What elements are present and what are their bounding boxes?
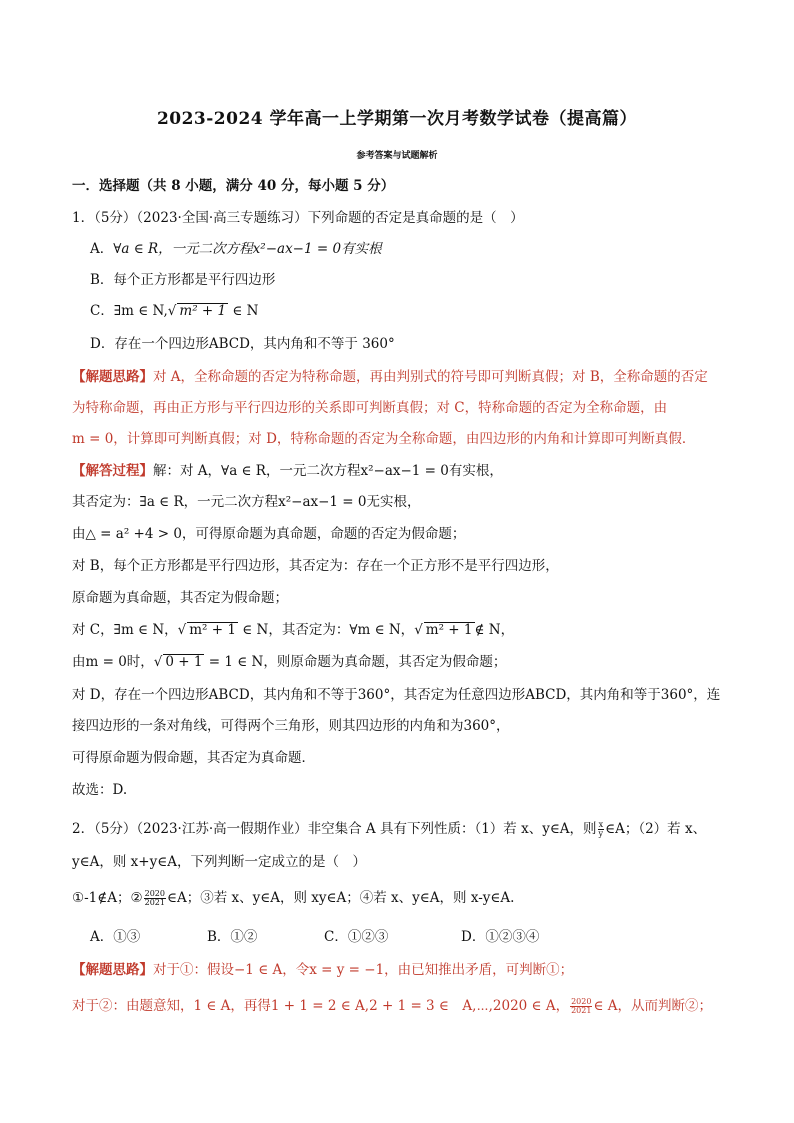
fraction-denominator: 2021 <box>144 898 165 907</box>
q1-process-10: 可得原命题为假命题，其否定为真命题． <box>72 750 315 766</box>
q2-thought-2 <box>72 996 712 1016</box>
q1-process-7: 由m = 0时，√ 0 + 1 = 1 ∈ N，则原命题为真命题，其否定为假命题； <box>72 654 507 670</box>
page-title: 2023-2024 学年高一上学期第一次月考数学试卷（提高篇） <box>156 109 638 129</box>
q2-stem-a: 2．（5分）（2023·江苏·高一假期作业）非空集合 A 具有下列性质：（1）若 x、y∈A，则 <box>72 821 597 837</box>
q2-thought-1 <box>72 960 573 980</box>
fraction <box>598 821 605 838</box>
q1-answer: 故选：D. <box>72 782 128 798</box>
q2-options <box>90 927 578 947</box>
process-text: 解：对 A，∀a ∈ R，一元二次方程x²−ax−1 = 0有实根， <box>153 463 503 479</box>
option-c-pre: C．∃m ∈ N, <box>90 303 168 319</box>
thought-text: 对于①：假设−1 ∈ A，令x = y = −1，由已知推出矛盾，可判断①； <box>153 962 574 978</box>
q1-option-d: D．存在一个四边形ABCD，其内角和不等于 360° <box>90 336 395 352</box>
q1-process-4: 对 B，每个正方形都是平行四边形，其否定为：存在一个正方形不是平行四边形， <box>72 558 559 574</box>
fraction-numerator: 2020 <box>571 997 592 1006</box>
option-label: A． <box>90 241 114 257</box>
thought-2-b: ∈ A，从而判断②； <box>593 998 712 1014</box>
sqrt-expression: m² + 1 <box>189 622 236 638</box>
q1-stem: 1．（5分）（2023·全国·高三专题练习）下列命题的否定是真命题的是（ ） <box>72 210 524 226</box>
q1-option-b: B．每个正方形都是平行四边形 <box>90 272 276 288</box>
process-6-c: ∈ N，其否定为：∀m ∈ N， <box>237 622 415 638</box>
q2-items <box>72 888 514 908</box>
option-a-text: ∀a ∈ R，一元二次方程x²−ax−1 = 0有实根 <box>113 241 382 257</box>
process-7-a: 由m = 0时， <box>72 654 154 670</box>
process-6-e: ∉ N， <box>474 622 515 638</box>
q2-items-a: ①-1∉A；② <box>72 890 143 906</box>
thought-2-a: 对于②：由题意知，1 ∈ A，再得1 + 1 = 2 ∈ A,2 + 1 = 3 ∈ A,⋯,2020 ∈ A， <box>72 998 570 1014</box>
sqrt-expression: m² + 1 <box>425 622 473 638</box>
thought-text: 对 A，全称命题的否定为特称命题，再由判别式的符号即可判断真假；对 B，全称命题的否定 <box>153 369 708 385</box>
q1-option-a <box>90 239 382 259</box>
q1-process-5: 原命题为真命题，其否定为假命题； <box>72 590 288 606</box>
q2-option-a: A．①③ <box>90 929 141 945</box>
sqrt-expression: 0 + 1 <box>165 654 203 670</box>
q2-items-b: ∈A；③若 x、y∈A，则 xy∈A；④若 x、y∈A，则 x-y∈A. <box>166 890 515 906</box>
fraction <box>144 890 166 907</box>
q1-process-8: 对 D，存在一个四边形ABCD，其内角和不等于360°，其否定为任意四边形ABCD，其内角和等于360°，连 <box>72 687 721 703</box>
page-subtitle: 参考答案与试题解析 <box>356 151 438 161</box>
q1-thought-2: 为特称命题，再由正方形与平行四边形的关系即可判断真假；对 C，特称命题的否定为全称命题，由 <box>72 400 668 416</box>
q1-process-3: 由△ = a² +4 > 0，可得原命题为真命题，命题的否定为假命题； <box>72 526 466 542</box>
q1-option-c: C．∃m ∈ N,√ m² + 1 ∈ N <box>90 303 259 319</box>
q1-thought-3: m = 0，计算即可判断真假；对 D，特称命题的否定为全称命题，由四边形的内角和计算即可判断真假． <box>72 431 696 447</box>
q2-option-b: B．①② <box>207 929 258 945</box>
thought-label: 【解题思路】 <box>72 962 153 978</box>
q1-process-1 <box>72 461 503 481</box>
process-7-c: = 1 ∈ N，则原命题为真命题，其否定为假命题； <box>204 654 507 670</box>
fraction-denominator: 2021 <box>571 1006 592 1015</box>
q2-option-c: C．①②③ <box>324 929 389 945</box>
section-heading: 一．选择题（共 8 小题，满分 40 分，每小题 5 分） <box>72 178 395 194</box>
sqrt-expression: m² + 1 <box>179 303 227 319</box>
fraction-numerator: x <box>598 820 604 829</box>
thought-label: 【解题思路】 <box>72 369 153 385</box>
process-6-a: 对 C，∃m ∈ N， <box>72 622 178 638</box>
option-c-post: ∈ N <box>228 303 259 319</box>
q1-thought-1 <box>72 367 708 387</box>
q2-stem-2: y∈A，则 x+y∈A，下列判断一定成立的是（ ） <box>72 854 366 870</box>
q1-process-2: 其否定为：∃a ∈ R，一元二次方程x²−ax−1 = 0无实根， <box>72 494 421 510</box>
process-label: 【解答过程】 <box>72 463 153 479</box>
fraction-numerator: 2020 <box>144 889 165 898</box>
q1-process-6: 对 C，∃m ∈ N，√ m² + 1 ∈ N，其否定为：∀m ∈ N，√ m² + 1 ∉ N， <box>72 622 515 638</box>
q2-option-d: D．①②③④ <box>461 929 540 945</box>
q1-process-9: 接四边形的一条对角线，可得两个三角形，则其四边形的内角和为360°， <box>72 718 510 734</box>
q2-stem-1 <box>72 819 706 839</box>
fraction <box>570 998 592 1015</box>
fraction-denominator: y <box>598 829 604 838</box>
q2-stem-b: ∈A；（2）若 x、 <box>605 821 707 837</box>
